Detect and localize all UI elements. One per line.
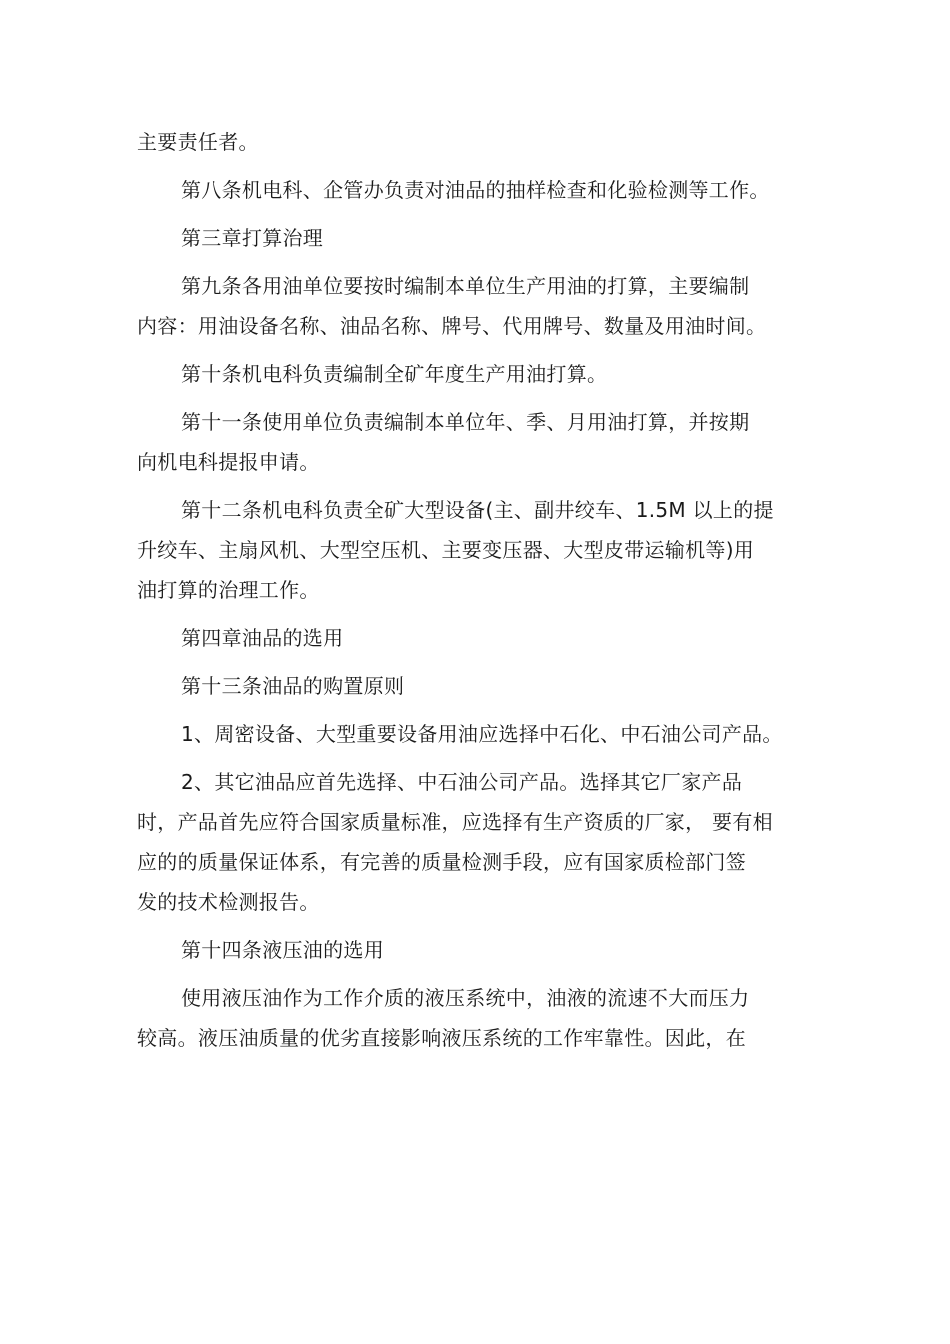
text-line: 第十条机电科负责编制全矿年度生产用油打算。 <box>181 362 608 386</box>
paragraph-article-13 <box>137 666 815 706</box>
text-line: 第十一条使用单位负责编制本单位年、季、月用油打算，并按期 <box>181 410 750 434</box>
paragraph-article-12 <box>137 490 815 610</box>
document-body <box>137 122 815 1066</box>
paragraph-hydraulic-oil <box>137 978 815 1058</box>
text-line: 内容：用油设备名称、油品名称、牌号、代用牌号、数量及用油时间。 <box>137 314 767 338</box>
text-line: 第十二条机电科负责全矿大型设备(主、副井绞车、1.5M 以上的提 <box>181 498 774 522</box>
text-line: 主要责任者。 <box>137 130 259 154</box>
paragraph-item-2 <box>137 762 815 922</box>
text-line: 第八条机电科、企管办负责对油品的抽样检查和化验检测等工作。 <box>181 178 770 202</box>
text-line: 发的技术检测报告。 <box>137 890 320 914</box>
chapter-heading-4 <box>137 618 815 658</box>
paragraph-article-11 <box>137 402 815 482</box>
text-line: 较高。液压油质量的优劣直接影响液压系统的工作牢靠性。因此，在 <box>137 1026 746 1050</box>
text-line: 第四章油品的选用 <box>181 626 344 650</box>
paragraph-article-9 <box>137 266 815 346</box>
paragraph-article-8 <box>137 170 815 210</box>
text-line: 第九条各用油单位要按时编制本单位生产用油的打算，主要编制 <box>181 274 750 298</box>
text-line: 第三章打算治理 <box>181 226 324 250</box>
text-line: 第十三条油品的购置原则 <box>181 674 405 698</box>
text-line: 应的的质量保证体系，有完善的质量检测手段，应有国家质检部门签 <box>137 850 746 874</box>
paragraph-item-1 <box>137 714 815 754</box>
text-line: 1、周密设备、大型重要设备用油应选择中石化、中石油公司产品。 <box>181 722 783 746</box>
paragraph-article-14 <box>137 930 815 970</box>
text-line: 使用液压油作为工作介质的液压系统中，油液的流速不大而压力 <box>181 986 750 1010</box>
paragraph-continuation <box>137 122 815 162</box>
chapter-heading-3 <box>137 218 815 258</box>
text-line: 油打算的治理工作。 <box>137 578 320 602</box>
text-line: 时，产品首先应符合国家质量标准，应选择有生产资质的厂家， 要有相 <box>137 810 773 834</box>
text-line: 2、其它油品应首先选择、中石油公司产品。选择其它厂家产品 <box>181 770 743 794</box>
paragraph-article-10 <box>137 354 815 394</box>
text-line: 第十四条液压油的选用 <box>181 938 384 962</box>
text-line: 升绞车、主扇风机、大型空压机、主要变压器、大型皮带运输机等)用 <box>137 538 755 562</box>
text-line: 向机电科提报申请。 <box>137 450 320 474</box>
